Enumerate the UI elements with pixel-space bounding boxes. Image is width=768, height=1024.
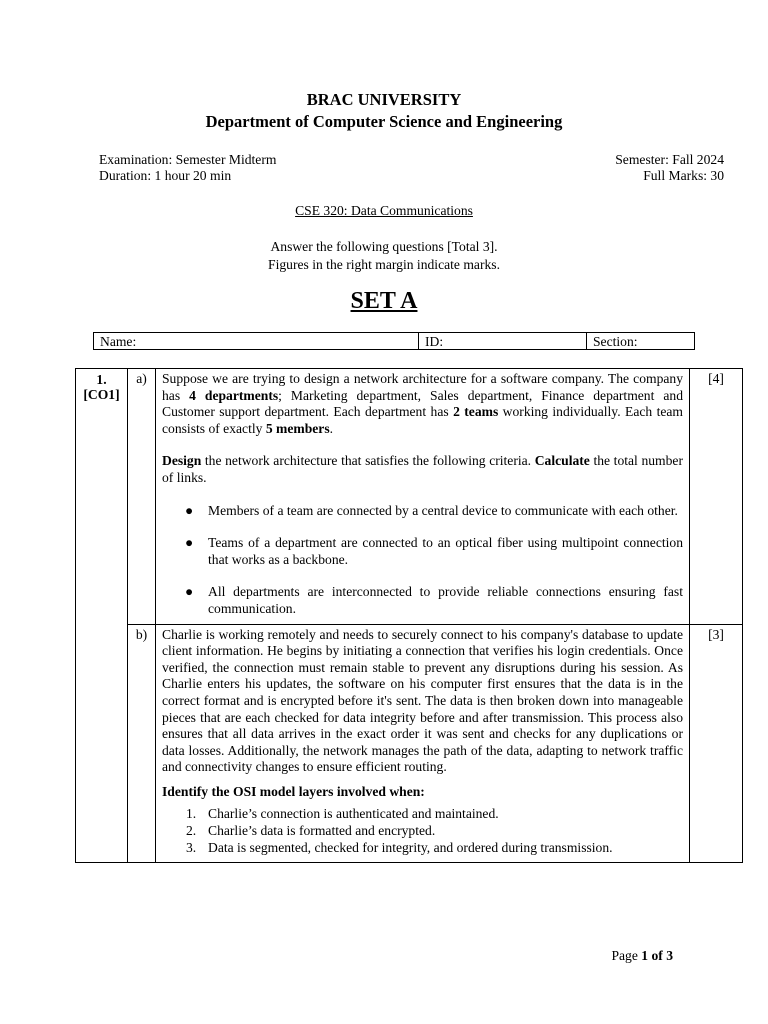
page-footer [611,948,673,964]
duration-label: Duration: 1 hour 20 min [99,168,232,183]
question-table [75,368,743,863]
university-title: BRAC UNIVERSITY [306,90,462,109]
list-item [185,584,683,617]
list-item [185,502,683,520]
question-number-cell [76,369,128,863]
section-field[interactable]: Section: [593,334,638,349]
bullet-icon: ● [185,502,194,518]
text-run: working individually. Each team consists of exactly [162,404,684,436]
part-b-label: b) [128,624,156,863]
part-b-body [156,624,690,863]
list-item [186,839,683,857]
list-item [186,823,683,840]
examination-label: Examination: Semester Midterm [99,152,277,167]
text-run: ; Marketing department, Sales department, Finance department and Customer support department. Each department has [162,387,683,420]
question-1b-row [76,624,743,863]
list-item-text: Data is segmented, checked for integrity, and ordered during transmission. [208,839,613,855]
list-item [185,535,683,568]
list-number: 2. [186,823,197,839]
exam-info [99,152,276,184]
part-a-marks: [4] [690,369,743,625]
bold-run: 5 members [265,420,330,436]
instructions [0,238,768,274]
list-number: 3. [186,839,197,855]
question-1a-row [76,369,743,625]
question-number: 1. [96,372,107,387]
part-a-body [156,369,690,625]
of-word: of [648,948,667,963]
instruction-line-2: Figures in the right margin indicate marks. [268,257,500,272]
bold-run: 2 teams [453,404,499,420]
course-title: CSE 320: Data Communications [295,203,473,218]
page-total: 3 [666,948,673,963]
part-b-paragraph: Charlie is working remotely and needs to securely connect to his company's database to update client information. He begins by initiating a connection that verifies his login credentials. Once verified, the connection must remain stable to prevent any disruptions during his session. As Charlie enters his updates, the software on his computer first ensures that the data is in the correct format and is encrypted before it's sent. The data is then broken down into manageable pieces that are each checked for data integrity before and after transmission. This process also ensures that all data arrives in the exact order it was sent and checks for any duplications or data losses. Additionally, the network manages the path of the data, adapting to network traffic and connectivity changes to ensure efficient routing. [162,626,683,775]
bold-run: Design [162,453,202,469]
list-item-text: Charlie’s connection is authenticated and maintained. [208,806,499,822]
department-title: Department of Computer Science and Engineering [205,112,563,131]
id-field[interactable]: ID: [419,333,587,349]
course-outcome: [CO1] [83,387,120,402]
part-b-marks: [3] [690,624,743,863]
name-field[interactable]: Name: [94,333,419,349]
text-run: the network architecture that satisfies the following criteria. [201,453,535,469]
part-a-paragraph-2 [162,453,683,486]
part-a-label: a) [128,369,156,625]
student-info-box [93,332,695,350]
osi-question-list [162,806,683,856]
bullet-icon: ● [185,535,194,551]
instruction-line-1: Answer the following questions [Total 3]. [270,239,498,254]
criteria-list [162,503,683,618]
page-number: 1 [641,948,649,963]
list-item-text: Teams of a department are connected to an optical fiber using multipoint connection that works as a backbone. [208,535,683,567]
text-run: the total number of links. [162,453,683,485]
list-item [186,806,683,823]
bold-run: Calculate [534,453,590,469]
list-number: 1. [186,806,197,822]
semester-label: Semester: Fall 2024 [615,152,724,167]
text-run: Suppose we are trying to design a network architecture for a software company. The company has [162,371,683,403]
page-word: Page [611,948,642,963]
list-item-text: Charlie’s data is formatted and encrypted. [208,823,436,839]
list-item-text: All departments are interconnected to provide reliable connections ensuring fast communication. [208,584,683,616]
full-marks-label: Full Marks: 30 [643,168,724,183]
semester-info [615,152,724,184]
part-a-paragraph-1 [162,371,683,437]
bullet-icon: ● [185,584,194,600]
text-run: . [329,420,334,436]
list-item-text: Members of a team are connected by a central device to communicate with each other. [208,502,678,518]
bold-run: 4 departments [189,387,279,403]
set-label: SET A [350,288,418,314]
part-b-prompt: Identify the OSI model layers involved when: [162,783,425,799]
